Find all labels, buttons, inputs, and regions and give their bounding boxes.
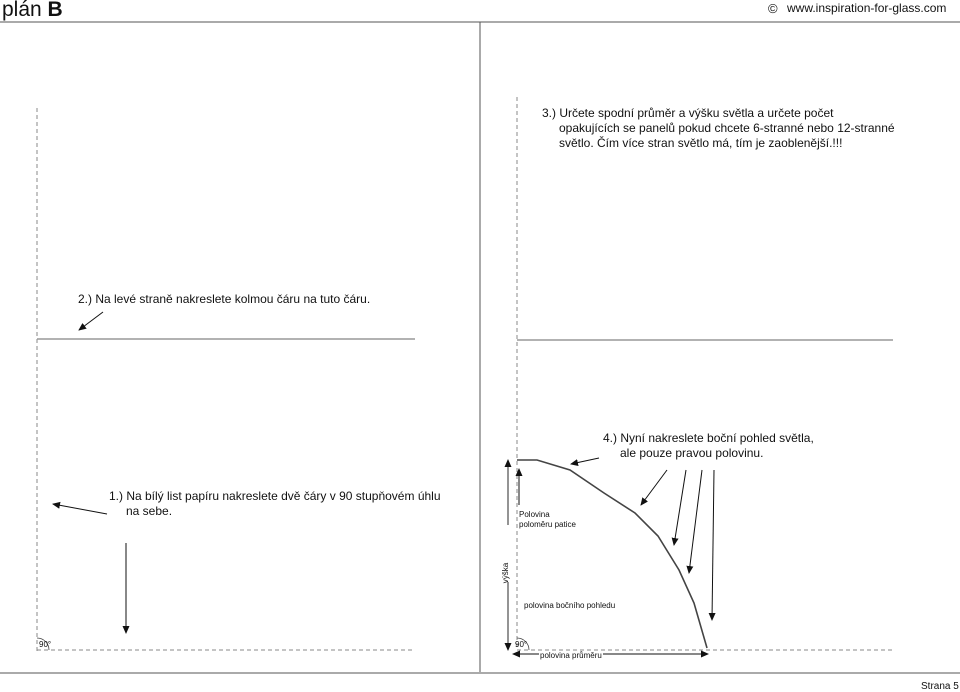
step4-line1: 4.) Nyní nakreslete boční pohled světla, [603,431,814,445]
step1-arrow-left [53,504,107,514]
step3-instruction [542,106,895,151]
step3-line3: světlo. Čím více stran světlo má, tím je zaoblenější.!!! [559,136,843,150]
step4-arrow-4 [689,470,702,573]
step3-line1: 3.) Určete spodní průměr a výšku světla a určete počet [542,106,834,120]
right-angle-label: 90° [515,640,528,649]
left-angle-label: 90° [39,640,52,649]
title-variant: B [47,0,63,21]
base-radius-label-line1: Polovina [519,510,550,519]
step1-line1: 1.) Na bílý list papíru nakreslete dvě čáry v 90 stupňovém úhlu [109,489,441,503]
step4-arrow-3 [674,470,686,545]
right-panel-drawing [508,97,893,654]
step4-arrow-2 [641,470,667,505]
step1-instruction [109,489,441,519]
title-prefix: plán [2,0,42,21]
step1-line2: na sebe. [126,504,173,518]
copyright-icon: © [768,1,778,16]
step2-arrow [79,312,103,330]
step3-line2: opakujících se panelů pokud chcete 6-stranné nebo 12-stranné [559,121,895,135]
half-side-view-label: polovina bočního pohledu [524,601,616,610]
step4-instruction [603,431,814,461]
step4-arrow-1 [571,458,599,464]
website-link[interactable]: www.inspiration-for-glass.com [787,1,947,15]
left-panel-drawing [37,108,415,651]
height-label: výška [501,562,510,584]
light-profile-curve [517,460,707,648]
step4-arrow-5 [712,470,714,620]
step2-instruction: 2.) Na levé straně nakreslete kolmou čáru na tuto čáru. [78,292,371,306]
page-number: Strana 5 [921,681,959,692]
half-diameter-label: polovina průměru [540,651,602,660]
step4-line2: ale pouze pravou polovinu. [620,446,764,460]
base-radius-label-line2: poloměru patice [519,520,576,529]
base-radius-label [519,510,576,530]
